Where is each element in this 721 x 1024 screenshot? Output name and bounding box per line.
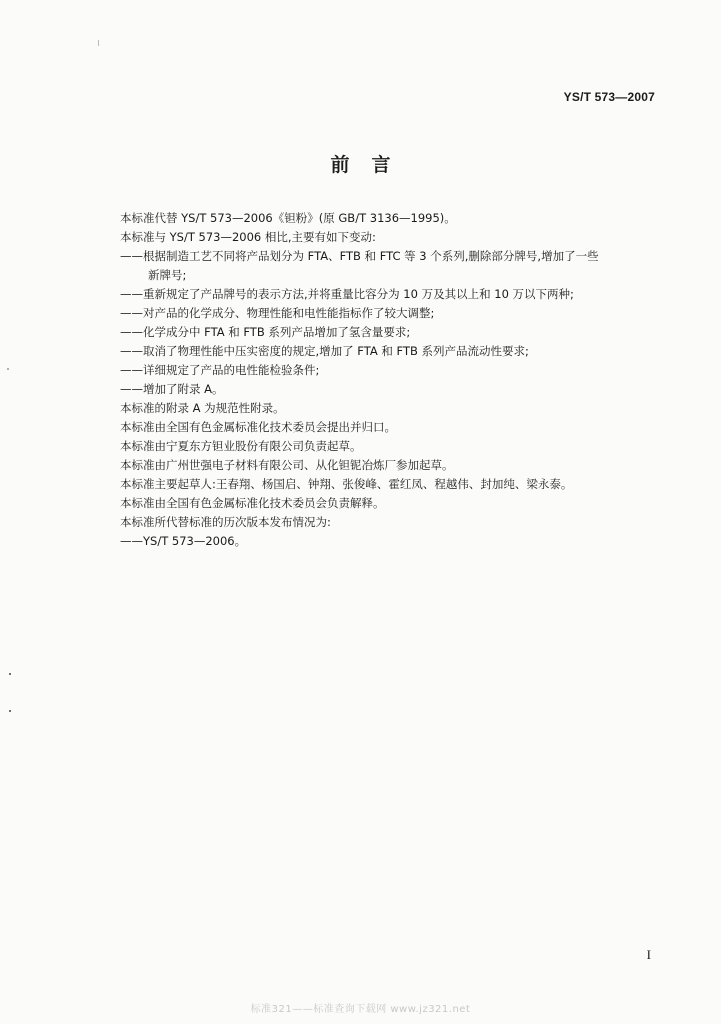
text-line: 本标准主要起草人:王春翔、杨国启、钟翔、张俊峰、霍红凤、程越伟、封加纯、梁永泰。 — [120, 477, 573, 491]
text-line: 本标准所代替标准的历次版本发布情况为: — [120, 515, 331, 529]
text-line: 本标准由全国有色金属标准化技术委员会提出并归口。 — [120, 420, 396, 434]
page-title: 前言 — [330, 154, 413, 176]
foreword-body — [120, 209, 670, 551]
change-item: ——取消了物理性能中压实密度的规定,增加了 FTA 和 FTB 系列产品流动性要求; — [120, 344, 529, 358]
watermark: 标准321——标准查询下载网 www.jz321.net — [250, 1004, 471, 1015]
document-code: YS/T 573—2007 — [563, 90, 655, 104]
change-item: ——根据制造工艺不同将产品划分为 FTA、FTB 和 FTC 等 3 个系列,删除部分牌号,增加了一些 — [120, 249, 599, 263]
text-line: 本标准与 YS/T 573—2006 相比,主要有如下变动: — [120, 230, 376, 244]
change-item: ——对产品的化学成分、物理性能和电性能指标作了较大调整; — [120, 306, 435, 320]
scan-speck — [9, 673, 11, 675]
text-line: 本标准代替 YS/T 573—2006《钽粉》(原 GB/T 3136—1995)。 — [120, 211, 456, 225]
text-line: 本标准由宁夏东方钽业股份有限公司负责起草。 — [120, 439, 362, 453]
change-item: ——重新规定了产品牌号的表示方法,并将重量比容分为 10 万及其以上和 10 万以下两种; — [120, 287, 574, 301]
history-item: ——YS/T 573—2006。 — [120, 534, 247, 548]
text-line: 本标准的附录 A 为规范性附录。 — [120, 401, 285, 415]
scan-speck — [9, 710, 11, 712]
change-item: ——增加了附录 A。 — [120, 382, 224, 396]
change-item: ——详细规定了产品的电性能检验条件; — [120, 363, 320, 377]
page-number: I — [646, 947, 651, 962]
change-item: ——化学成分中 FTA 和 FTB 系列产品增加了氢含量要求; — [120, 325, 411, 339]
text-line: 本标准由全国有色金属标准化技术委员会负责解释。 — [120, 496, 385, 510]
scan-mark — [98, 40, 99, 46]
change-item-continuation: 新牌号; — [148, 268, 187, 282]
text-line: 本标准由广州世强电子材料有限公司、从化钽铌冶炼厂参加起草。 — [120, 458, 454, 472]
scan-speck — [7, 368, 9, 370]
